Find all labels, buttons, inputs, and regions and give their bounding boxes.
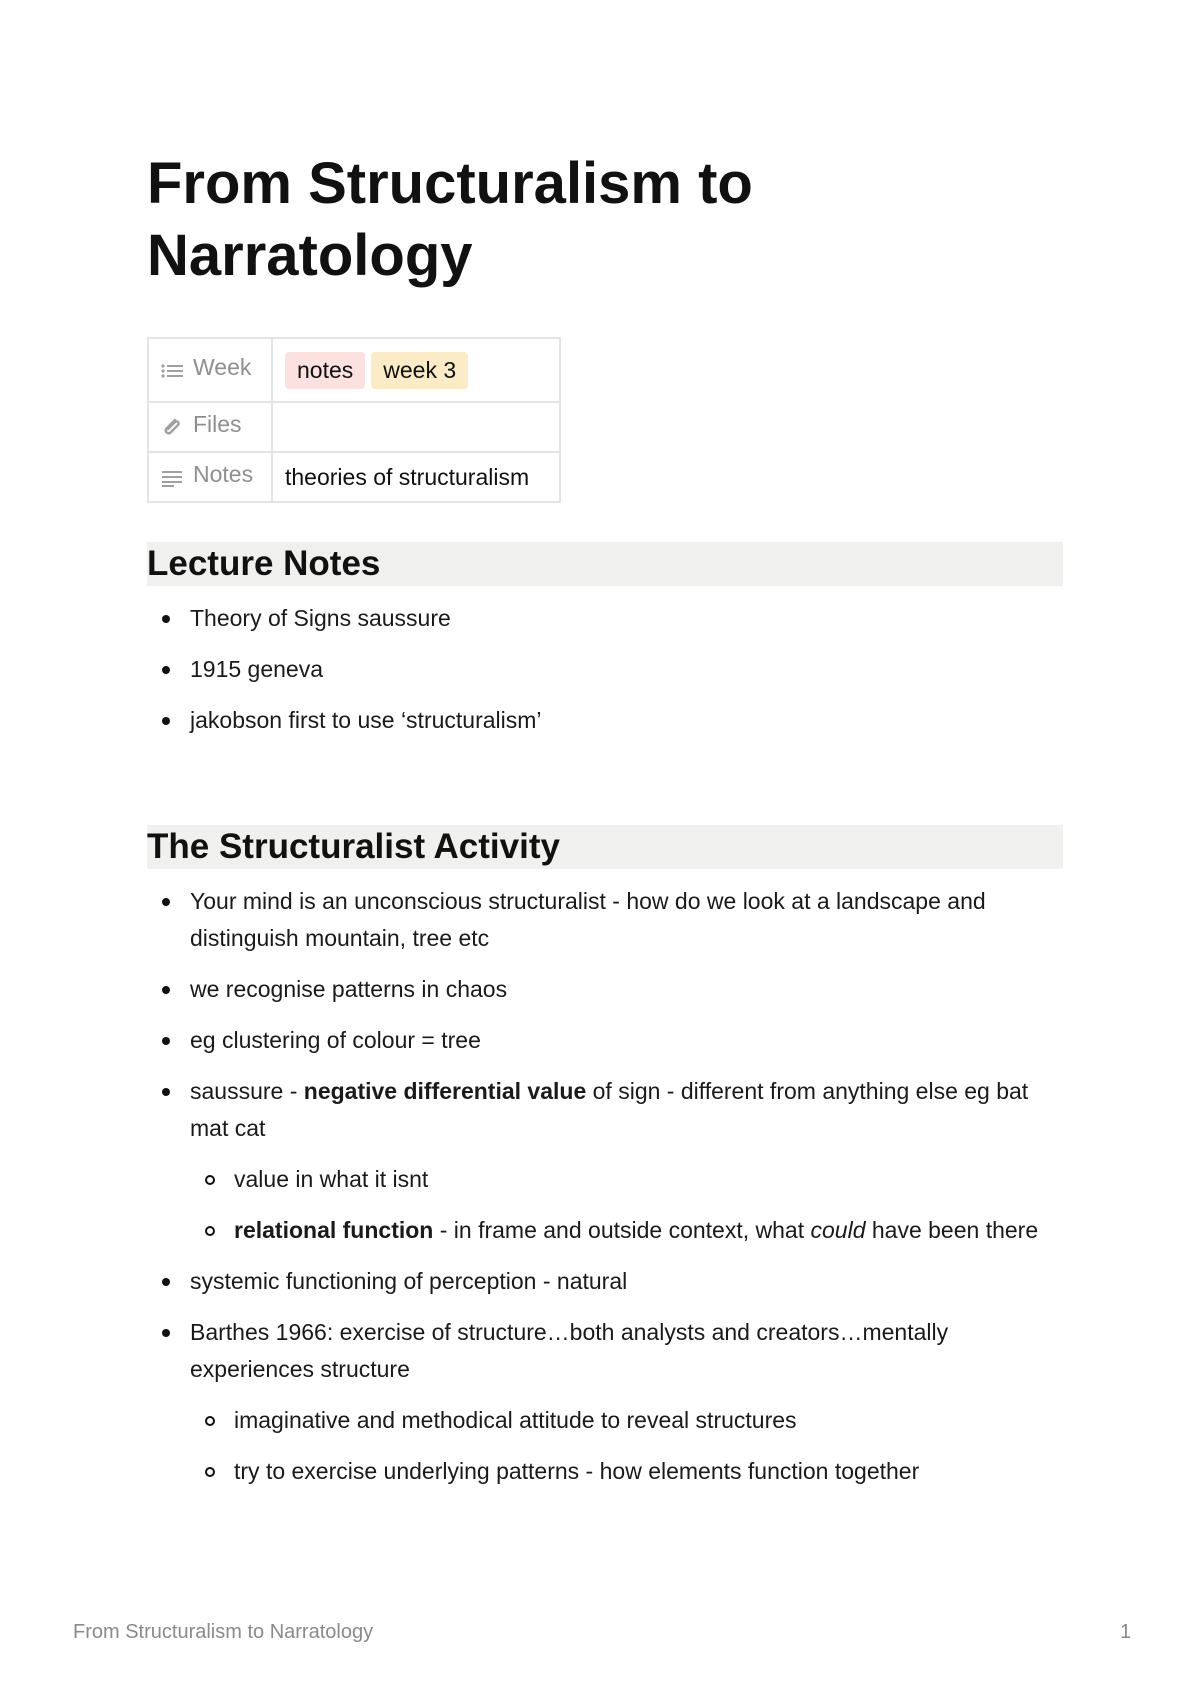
sub-list-item: relational function - in frame and outside context, what could have been there xyxy=(147,1212,1063,1249)
page-title: From Structuralism to Narratology xyxy=(147,151,753,288)
list-item: 1915 geneva xyxy=(147,651,1063,688)
property-label-week: Week xyxy=(193,354,252,381)
section-heading-lecture-notes: Lecture Notes xyxy=(147,542,1063,586)
property-row-notes xyxy=(148,452,560,502)
property-label-files: Files xyxy=(193,411,242,438)
list-item: eg clustering of colour = tree xyxy=(147,1022,1063,1059)
property-label-notes: Notes xyxy=(193,461,254,488)
sub-list-item: try to exercise underlying patterns - how elements function together xyxy=(147,1453,1063,1490)
italic-term: could xyxy=(810,1217,866,1243)
list-item: we recognise patterns in chaos xyxy=(147,971,1063,1008)
footer-page-number: 1 xyxy=(1120,1621,1132,1643)
footer-doc-title: From Structuralism to Narratology xyxy=(73,1621,374,1643)
text-lines-icon xyxy=(161,466,183,484)
properties-table xyxy=(147,337,561,503)
paperclip-icon xyxy=(161,416,183,434)
list-item: systemic functioning of perception - natural xyxy=(147,1263,1063,1300)
section-heading-structuralist-activity: The Structuralist Activity xyxy=(147,825,1063,869)
sub-list-item: value in what it isnt xyxy=(147,1161,1063,1198)
list-icon xyxy=(161,359,183,377)
list-item: Your mind is an unconscious structuralist - how do we look at a landscape and distinguish mountain, tree etc xyxy=(147,883,1063,957)
list-item: jakobson first to use ‘structuralism’ xyxy=(147,702,1063,739)
property-value-files[interactable] xyxy=(272,402,560,452)
property-row-week xyxy=(148,338,560,402)
list-item: Theory of Signs saussure xyxy=(147,600,1063,637)
bold-term: relational function xyxy=(234,1217,434,1243)
structuralist-activity-list xyxy=(147,883,1063,1504)
property-value-notes[interactable]: theories of structuralism xyxy=(272,452,560,502)
sub-list-item: imaginative and methodical attitude to reveal structures xyxy=(147,1402,1063,1439)
tag-week-3[interactable]: week 3 xyxy=(371,352,468,389)
bold-term: negative differential value xyxy=(303,1078,587,1104)
property-row-files xyxy=(148,402,560,452)
tag-notes[interactable]: notes xyxy=(285,352,365,389)
list-item: Barthes 1966: exercise of structure…both analysts and creators…mentally experiences structure xyxy=(147,1314,1063,1388)
list-item: saussure - negative differential value of sign - different from anything else eg bat mat cat xyxy=(147,1073,1063,1147)
lecture-notes-list xyxy=(147,600,1063,753)
